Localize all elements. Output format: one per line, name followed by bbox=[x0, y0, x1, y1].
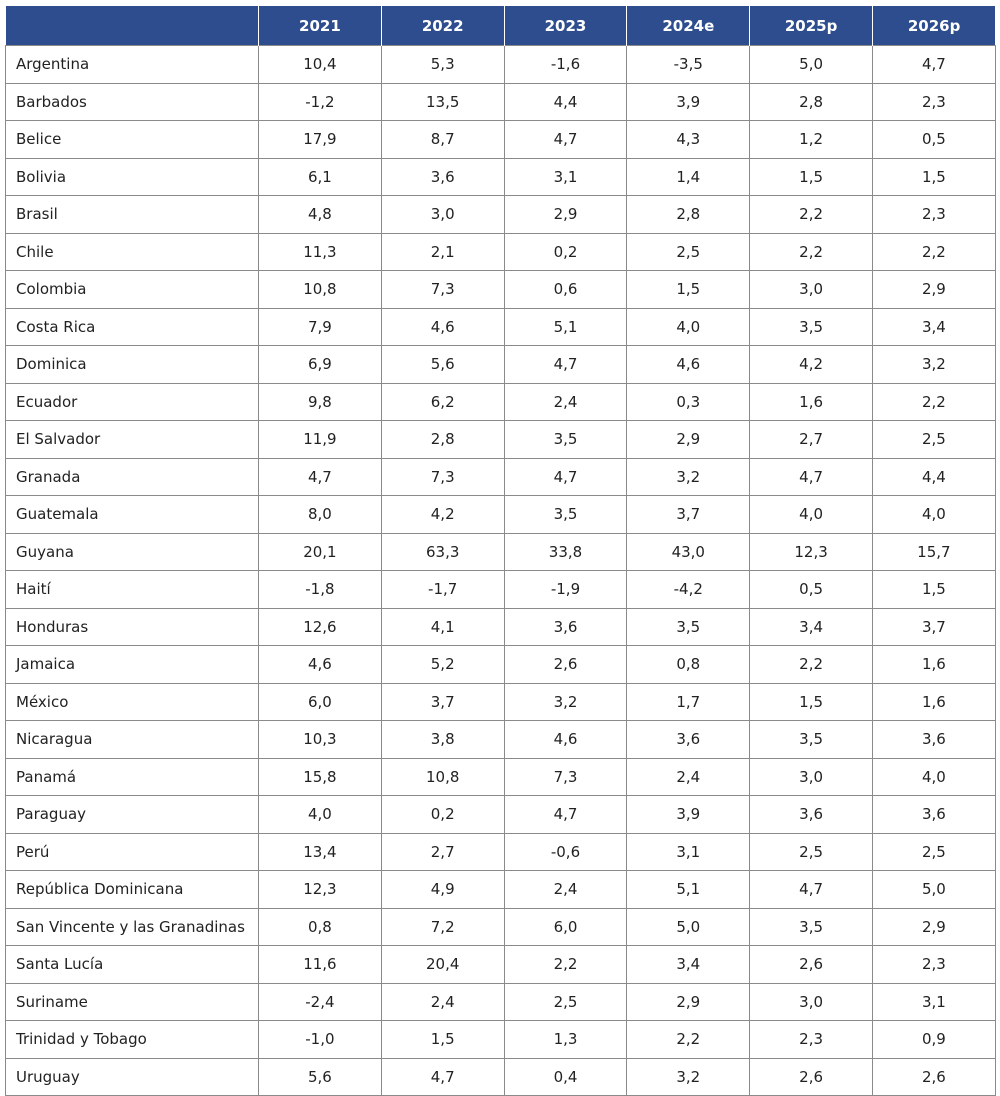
value-cell: 1,5 bbox=[872, 571, 995, 609]
value-cell: 2,6 bbox=[750, 946, 873, 984]
value-cell: -1,8 bbox=[259, 571, 382, 609]
country-name: Costa Rica bbox=[6, 308, 259, 346]
column-header: 2023 bbox=[504, 6, 627, 46]
value-cell: 10,4 bbox=[259, 46, 382, 84]
value-cell: 13,5 bbox=[381, 83, 504, 121]
value-cell: 2,5 bbox=[872, 833, 995, 871]
value-cell: 2,2 bbox=[872, 233, 995, 271]
value-cell: 2,5 bbox=[627, 233, 750, 271]
country-name: Brasil bbox=[6, 196, 259, 234]
country-name: Belice bbox=[6, 121, 259, 159]
country-name: Colombia bbox=[6, 271, 259, 309]
table-row bbox=[6, 646, 996, 684]
value-cell: 6,9 bbox=[259, 346, 382, 384]
table-row bbox=[6, 983, 996, 1021]
value-cell: -0,6 bbox=[504, 833, 627, 871]
value-cell: 4,6 bbox=[259, 646, 382, 684]
value-cell: 3,4 bbox=[627, 946, 750, 984]
value-cell: 0,8 bbox=[259, 908, 382, 946]
table-row bbox=[6, 683, 996, 721]
value-cell: 2,5 bbox=[504, 983, 627, 1021]
table-row bbox=[6, 458, 996, 496]
value-cell: 2,9 bbox=[627, 983, 750, 1021]
country-name: Honduras bbox=[6, 608, 259, 646]
value-cell: 20,1 bbox=[259, 533, 382, 571]
table-header bbox=[6, 6, 996, 46]
column-header: 2025p bbox=[750, 6, 873, 46]
table-row bbox=[6, 871, 996, 909]
value-cell: 3,0 bbox=[381, 196, 504, 234]
growth-table bbox=[5, 6, 996, 1096]
value-cell: 3,1 bbox=[872, 983, 995, 1021]
value-cell: 2,4 bbox=[381, 983, 504, 1021]
table-row bbox=[6, 1058, 996, 1096]
value-cell: 3,6 bbox=[627, 721, 750, 759]
value-cell: 4,2 bbox=[381, 496, 504, 534]
value-cell: 3,5 bbox=[750, 308, 873, 346]
table-row bbox=[6, 796, 996, 834]
value-cell: 3,6 bbox=[750, 796, 873, 834]
column-header: 2021 bbox=[259, 6, 382, 46]
value-cell: 33,8 bbox=[504, 533, 627, 571]
country-name: Suriname bbox=[6, 983, 259, 1021]
value-cell: 3,0 bbox=[750, 758, 873, 796]
value-cell: 1,7 bbox=[627, 683, 750, 721]
value-cell: 4,9 bbox=[381, 871, 504, 909]
value-cell: 2,2 bbox=[750, 233, 873, 271]
table-row bbox=[6, 571, 996, 609]
value-cell: 4,8 bbox=[259, 196, 382, 234]
country-name: Guyana bbox=[6, 533, 259, 571]
value-cell: 11,3 bbox=[259, 233, 382, 271]
value-cell: 5,0 bbox=[627, 908, 750, 946]
value-cell: 1,4 bbox=[627, 158, 750, 196]
value-cell: 1,6 bbox=[872, 683, 995, 721]
value-cell: 11,6 bbox=[259, 946, 382, 984]
country-name: México bbox=[6, 683, 259, 721]
value-cell: 2,2 bbox=[750, 646, 873, 684]
value-cell: 3,5 bbox=[750, 908, 873, 946]
value-cell: 63,3 bbox=[381, 533, 504, 571]
value-cell: -1,2 bbox=[259, 83, 382, 121]
country-name: Haití bbox=[6, 571, 259, 609]
value-cell: 4,4 bbox=[504, 83, 627, 121]
value-cell: 0,2 bbox=[504, 233, 627, 271]
value-cell: 4,4 bbox=[872, 458, 995, 496]
value-cell: 0,5 bbox=[872, 121, 995, 159]
value-cell: 3,8 bbox=[381, 721, 504, 759]
value-cell: 6,1 bbox=[259, 158, 382, 196]
value-cell: 2,3 bbox=[872, 946, 995, 984]
value-cell: 4,0 bbox=[750, 496, 873, 534]
table-row bbox=[6, 908, 996, 946]
value-cell: 1,5 bbox=[750, 158, 873, 196]
value-cell: 7,3 bbox=[381, 458, 504, 496]
table-row bbox=[6, 308, 996, 346]
value-cell: 6,2 bbox=[381, 383, 504, 421]
value-cell: 3,2 bbox=[504, 683, 627, 721]
value-cell: 3,6 bbox=[504, 608, 627, 646]
value-cell: 2,3 bbox=[750, 1021, 873, 1059]
value-cell: 2,7 bbox=[750, 421, 873, 459]
table-body bbox=[6, 46, 996, 1096]
value-cell: 2,5 bbox=[750, 833, 873, 871]
value-cell: 4,0 bbox=[872, 758, 995, 796]
value-cell: 3,2 bbox=[627, 458, 750, 496]
table-row bbox=[6, 83, 996, 121]
value-cell: 2,8 bbox=[627, 196, 750, 234]
country-name: Granada bbox=[6, 458, 259, 496]
value-cell: 2,2 bbox=[872, 383, 995, 421]
country-name: Jamaica bbox=[6, 646, 259, 684]
value-cell: 3,4 bbox=[872, 308, 995, 346]
value-cell: 2,9 bbox=[627, 421, 750, 459]
value-cell: 9,8 bbox=[259, 383, 382, 421]
value-cell: 1,5 bbox=[627, 271, 750, 309]
header-row bbox=[6, 6, 996, 46]
value-cell: 5,3 bbox=[381, 46, 504, 84]
country-name: Uruguay bbox=[6, 1058, 259, 1096]
value-cell: 4,7 bbox=[504, 121, 627, 159]
value-cell: 0,9 bbox=[872, 1021, 995, 1059]
table-row bbox=[6, 946, 996, 984]
value-cell: 3,2 bbox=[627, 1058, 750, 1096]
table-row bbox=[6, 758, 996, 796]
value-cell: 13,4 bbox=[259, 833, 382, 871]
value-cell: 12,3 bbox=[259, 871, 382, 909]
value-cell: 17,9 bbox=[259, 121, 382, 159]
value-cell: 20,4 bbox=[381, 946, 504, 984]
value-cell: 4,7 bbox=[750, 871, 873, 909]
value-cell: 5,0 bbox=[872, 871, 995, 909]
value-cell: 3,9 bbox=[627, 83, 750, 121]
value-cell: 3,1 bbox=[627, 833, 750, 871]
table-row bbox=[6, 421, 996, 459]
value-cell: 3,0 bbox=[750, 983, 873, 1021]
header-corner bbox=[6, 6, 259, 46]
value-cell: 15,8 bbox=[259, 758, 382, 796]
column-header: 2026p bbox=[872, 6, 995, 46]
value-cell: 10,8 bbox=[381, 758, 504, 796]
value-cell: -1,9 bbox=[504, 571, 627, 609]
value-cell: 1,5 bbox=[750, 683, 873, 721]
value-cell: 3,1 bbox=[504, 158, 627, 196]
value-cell: 2,9 bbox=[872, 908, 995, 946]
value-cell: 3,5 bbox=[504, 496, 627, 534]
value-cell: 43,0 bbox=[627, 533, 750, 571]
value-cell: 4,6 bbox=[627, 346, 750, 384]
value-cell: 2,3 bbox=[872, 83, 995, 121]
country-name: Bolivia bbox=[6, 158, 259, 196]
column-header: 2022 bbox=[381, 6, 504, 46]
value-cell: 7,9 bbox=[259, 308, 382, 346]
country-name: República Dominicana bbox=[6, 871, 259, 909]
value-cell: 2,8 bbox=[750, 83, 873, 121]
value-cell: 2,2 bbox=[504, 946, 627, 984]
value-cell: 4,0 bbox=[872, 496, 995, 534]
country-name: Trinidad y Tobago bbox=[6, 1021, 259, 1059]
value-cell: 1,5 bbox=[872, 158, 995, 196]
value-cell: 5,1 bbox=[627, 871, 750, 909]
value-cell: 15,7 bbox=[872, 533, 995, 571]
table-row bbox=[6, 196, 996, 234]
country-name: Santa Lucía bbox=[6, 946, 259, 984]
value-cell: -4,2 bbox=[627, 571, 750, 609]
value-cell: 3,2 bbox=[872, 346, 995, 384]
country-name: San Vincente y las Granadinas bbox=[6, 908, 259, 946]
value-cell: 12,6 bbox=[259, 608, 382, 646]
value-cell: 10,3 bbox=[259, 721, 382, 759]
value-cell: 1,6 bbox=[872, 646, 995, 684]
country-name: Paraguay bbox=[6, 796, 259, 834]
value-cell: 2,2 bbox=[750, 196, 873, 234]
value-cell: -2,4 bbox=[259, 983, 382, 1021]
value-cell: 1,3 bbox=[504, 1021, 627, 1059]
country-name: Panamá bbox=[6, 758, 259, 796]
country-name: Argentina bbox=[6, 46, 259, 84]
value-cell: 3,9 bbox=[627, 796, 750, 834]
value-cell: 4,7 bbox=[872, 46, 995, 84]
value-cell: 0,2 bbox=[381, 796, 504, 834]
table-row bbox=[6, 1021, 996, 1059]
country-name: Barbados bbox=[6, 83, 259, 121]
value-cell: 2,9 bbox=[872, 271, 995, 309]
value-cell: 4,3 bbox=[627, 121, 750, 159]
value-cell: -3,5 bbox=[627, 46, 750, 84]
value-cell: -1,7 bbox=[381, 571, 504, 609]
value-cell: 8,0 bbox=[259, 496, 382, 534]
value-cell: 4,6 bbox=[504, 721, 627, 759]
value-cell: 1,6 bbox=[750, 383, 873, 421]
value-cell: 6,0 bbox=[259, 683, 382, 721]
value-cell: 3,6 bbox=[872, 721, 995, 759]
value-cell: 5,1 bbox=[504, 308, 627, 346]
table-row bbox=[6, 383, 996, 421]
value-cell: 0,6 bbox=[504, 271, 627, 309]
value-cell: 7,3 bbox=[381, 271, 504, 309]
country-name: Ecuador bbox=[6, 383, 259, 421]
value-cell: -1,0 bbox=[259, 1021, 382, 1059]
value-cell: 3,0 bbox=[750, 271, 873, 309]
table-row bbox=[6, 158, 996, 196]
country-name: Chile bbox=[6, 233, 259, 271]
value-cell: 4,7 bbox=[750, 458, 873, 496]
value-cell: 0,8 bbox=[627, 646, 750, 684]
value-cell: 2,5 bbox=[872, 421, 995, 459]
value-cell: 2,6 bbox=[750, 1058, 873, 1096]
value-cell: 4,7 bbox=[381, 1058, 504, 1096]
country-name: Dominica bbox=[6, 346, 259, 384]
table-row bbox=[6, 346, 996, 384]
country-name: Perú bbox=[6, 833, 259, 871]
table-row bbox=[6, 46, 996, 84]
table-row bbox=[6, 608, 996, 646]
value-cell: 7,3 bbox=[504, 758, 627, 796]
country-name: El Salvador bbox=[6, 421, 259, 459]
table-row bbox=[6, 533, 996, 571]
table-row bbox=[6, 833, 996, 871]
value-cell: 11,9 bbox=[259, 421, 382, 459]
value-cell: 4,7 bbox=[259, 458, 382, 496]
country-name: Nicaragua bbox=[6, 721, 259, 759]
value-cell: 2,6 bbox=[872, 1058, 995, 1096]
value-cell: 4,7 bbox=[504, 796, 627, 834]
value-cell: 5,6 bbox=[259, 1058, 382, 1096]
value-cell: 4,0 bbox=[627, 308, 750, 346]
value-cell: 3,7 bbox=[627, 496, 750, 534]
table-row bbox=[6, 496, 996, 534]
value-cell: 10,8 bbox=[259, 271, 382, 309]
value-cell: 2,3 bbox=[872, 196, 995, 234]
value-cell: 3,5 bbox=[627, 608, 750, 646]
value-cell: 2,8 bbox=[381, 421, 504, 459]
value-cell: 0,4 bbox=[504, 1058, 627, 1096]
value-cell: 4,2 bbox=[750, 346, 873, 384]
value-cell: 2,7 bbox=[381, 833, 504, 871]
value-cell: 4,7 bbox=[504, 346, 627, 384]
value-cell: 0,5 bbox=[750, 571, 873, 609]
table-row bbox=[6, 721, 996, 759]
value-cell: 6,0 bbox=[504, 908, 627, 946]
value-cell: 0,3 bbox=[627, 383, 750, 421]
value-cell: 4,1 bbox=[381, 608, 504, 646]
value-cell: -1,6 bbox=[504, 46, 627, 84]
value-cell: 3,7 bbox=[872, 608, 995, 646]
value-cell: 12,3 bbox=[750, 533, 873, 571]
value-cell: 2,1 bbox=[381, 233, 504, 271]
column-header: 2024e bbox=[627, 6, 750, 46]
value-cell: 2,4 bbox=[504, 383, 627, 421]
value-cell: 1,5 bbox=[381, 1021, 504, 1059]
value-cell: 5,2 bbox=[381, 646, 504, 684]
table-row bbox=[6, 271, 996, 309]
value-cell: 2,2 bbox=[627, 1021, 750, 1059]
value-cell: 2,9 bbox=[504, 196, 627, 234]
country-name: Guatemala bbox=[6, 496, 259, 534]
value-cell: 3,6 bbox=[872, 796, 995, 834]
value-cell: 8,7 bbox=[381, 121, 504, 159]
value-cell: 7,2 bbox=[381, 908, 504, 946]
value-cell: 5,6 bbox=[381, 346, 504, 384]
table-row bbox=[6, 121, 996, 159]
table-row bbox=[6, 233, 996, 271]
value-cell: 3,6 bbox=[381, 158, 504, 196]
value-cell: 3,5 bbox=[504, 421, 627, 459]
value-cell: 3,4 bbox=[750, 608, 873, 646]
value-cell: 1,2 bbox=[750, 121, 873, 159]
value-cell: 2,4 bbox=[504, 871, 627, 909]
value-cell: 4,0 bbox=[259, 796, 382, 834]
value-cell: 5,0 bbox=[750, 46, 873, 84]
value-cell: 3,7 bbox=[381, 683, 504, 721]
value-cell: 3,5 bbox=[750, 721, 873, 759]
value-cell: 2,4 bbox=[627, 758, 750, 796]
value-cell: 4,6 bbox=[381, 308, 504, 346]
value-cell: 2,6 bbox=[504, 646, 627, 684]
value-cell: 4,7 bbox=[504, 458, 627, 496]
